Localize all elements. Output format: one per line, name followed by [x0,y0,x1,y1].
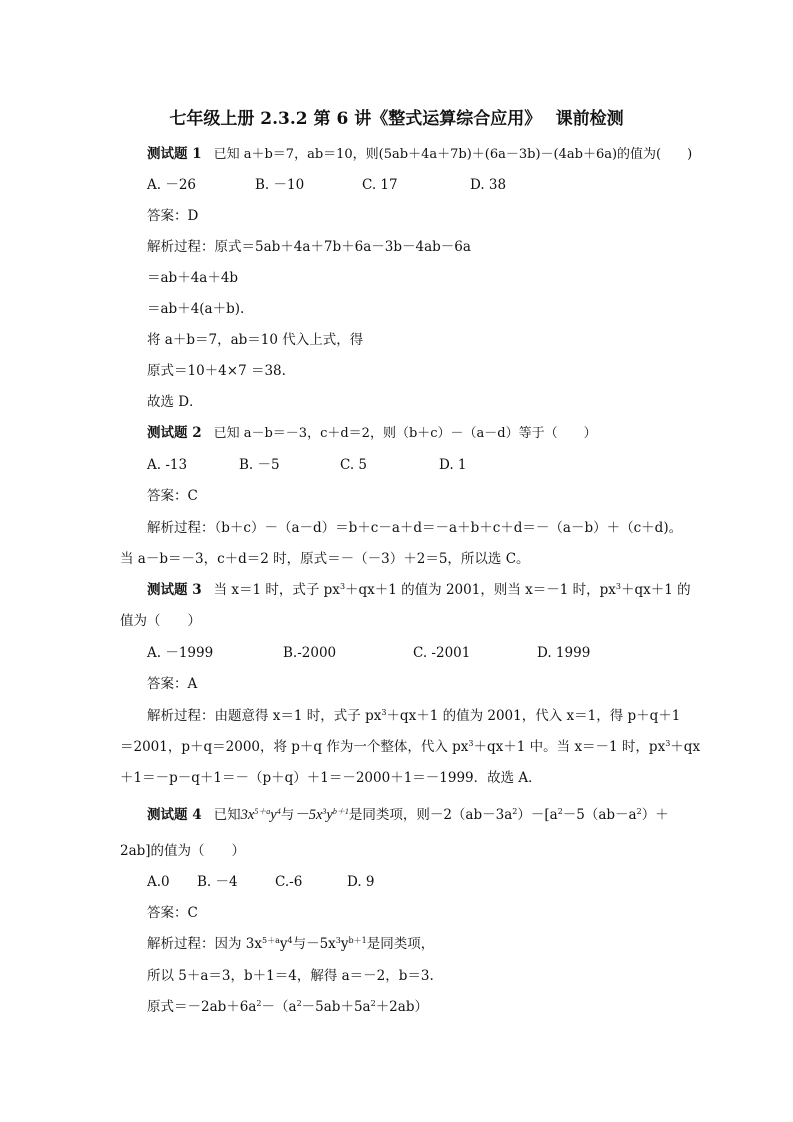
analysis-line: ＝ab＋4a＋4b [147,270,239,286]
page-title: 七年级上册 2.3.2 第 6 讲《整式运算综合应用》 课前检测 [169,109,624,129]
question-4-stem-cont: 2ab]的值为（ ） [120,843,246,859]
option-a: A. －26 [147,177,197,193]
option-d: D. 1999 [537,645,591,661]
option-d: D. 9 [347,874,375,890]
question-2-options [147,455,467,475]
analysis-line: 解析过程：由题意得 x＝1 时，式子 $px^3+qx+1$ 的值为 2001，代入 x＝1，得 p＋q＋1 [147,708,681,724]
question-4-label: 测试题 4 [147,807,202,823]
option-b: B. －5 [239,457,280,473]
option-b: B. －4 [197,874,238,890]
option-c: C. 17 [362,177,398,193]
question-3-label: 测试题 3 [147,582,202,598]
question-3-answer: 答案：A [147,676,198,692]
question-3-stem-cont: 值为（ ） [120,613,201,629]
analysis-line: 故选 D． [147,394,203,410]
option-c: C.-6 [275,874,303,890]
question-4-answer: 答案：C [147,905,198,921]
analysis-line: 原式$=-2ab+6a^2-(a^2-5ab+5a^2+2ab)$ [147,999,428,1015]
question-4-stem: 测试题 4 已知$3x^{5+a}y^4$与$-5x^3y^{b+1}$是同类项，则$-2(ab-3a^2)-[a^2-5(ab-a^2)+$ [147,807,669,823]
analysis-line: 解析过程：原式＝5ab＋4a＋7b＋6a－3b－4ab－6a [147,239,471,255]
option-d: D. 1 [439,457,467,473]
option-b: B.-2000 [283,645,337,661]
analysis-line: 将 a＋b＝7，ab＝10 代入上式，得 [147,332,364,348]
analysis-line: ＝ab＋4(a＋b). [147,301,245,317]
analysis-line: ＋1＝－p－q＋1＝－（p＋q）＋1＝－2000＋1＝－1999．故选 A． [120,770,542,786]
question-1-stem: 测试题 1 已知 a＋b＝7，ab＝10，则(5ab＋4a＋7b)＋(6a－3b)－(4ab＋6a)的值为( ) [147,146,693,162]
option-b: B. －10 [255,177,305,193]
question-1-answer: 答案：D [147,208,199,224]
analysis-line: 原式＝10＋4×7 ＝38. [147,363,286,379]
question-2-stem: 测试题 2 已知 a－b＝－3，c＋d＝2，则（b＋c）－（a－d）等于（ ） [147,425,597,441]
option-a: A. －1999 [147,645,214,661]
option-a: A.0 [147,874,170,890]
math-term-1: $3x^{5+a}y^4$ [240,807,281,823]
analysis-line: 解析过程：因为 $3x^{5+a}y^4$与$-5x^3y^{b+1}$是同类项， [147,936,435,952]
question-2-label: 测试题 2 [147,425,202,441]
option-c: C. -2001 [413,645,471,661]
analysis-line: 解析过程：（b＋c）－（a－d）＝b＋c－a＋d＝－a＋b＋c＋d＝－（a－b）＋（c＋d)。 [147,520,683,536]
option-d: D. 38 [470,177,507,193]
option-a: A. -13 [147,457,188,473]
question-1-options [147,175,506,195]
analysis-line: 所以 5＋a＝3，b＋1＝4，解得 a＝－2，b＝3. [147,968,434,984]
question-3-options [147,643,590,663]
analysis-line: 当 a－b＝－3，c＋d＝2 时，原式＝－（－3）＋2＝5，所以选 C。 [120,551,530,567]
question-1-label: 测试题 1 [147,146,202,162]
option-c: C. 5 [340,457,368,473]
math-term-2: $-5x^3y^{b+1}$ [294,807,349,823]
question-3-stem: 测试题 3 当 x＝1 时，式子 $px^3+qx+1$ 的值为 2001，则当 x＝－1 时，$px^3+qx+1$ 的 [147,582,691,598]
question-4-options [147,872,375,892]
question-2-answer: 答案：C [147,488,198,504]
analysis-line: ＝2001，p＋q＝2000，将 p＋q 作为一个整体，代入 $px^3+qx+1$ 中。当 x＝－1 时，$px^3+qx$ [120,739,701,755]
